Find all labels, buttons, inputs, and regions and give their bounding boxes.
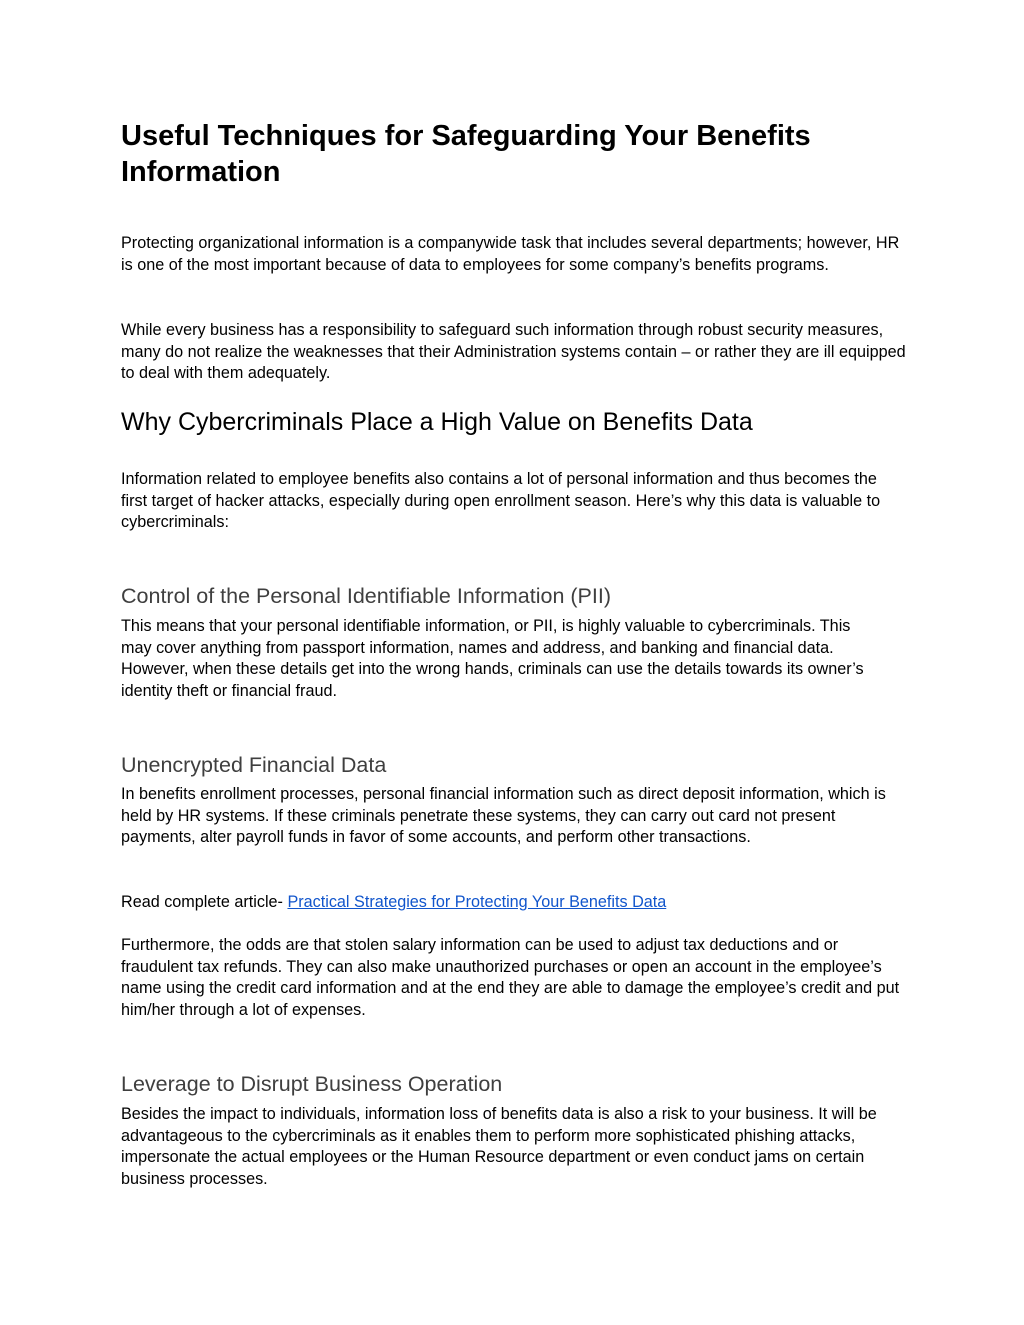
- section-paragraph: Information related to employee benefits also contains a lot of personal information and thus becomes the first target of hacker attacks, especially during open enrollment season. Here’s why this data is valuable to cybercriminals:: [121, 470, 881, 531]
- leverage-paragraph: Besides the impact to individuals, information loss of benefits data is also a risk to your business. It will be advantageous to the cybercriminals as it enables them to perform more sophisticated phishing attacks, impersonate the actual employees or the Human Resource department or even conduct jams on certain business processes.: [121, 1105, 877, 1188]
- section-heading: Why Cybercriminals Place a High Value on Benefits Data: [121, 408, 753, 436]
- article-link[interactable]: Practical Strategies for Protecting Your Benefits Data: [287, 893, 667, 911]
- read-more-prefix: Read complete article-: [121, 893, 288, 911]
- leverage-heading: Leverage to Disrupt Business Operation: [121, 1072, 503, 1096]
- financial-paragraph: In benefits enrollment processes, personal financial information such as direct deposit information, which is held by HR systems. If these criminals penetrate these systems, they can carry out card not present payments, alter payroll funds in favor of some accounts, and perform other transactions.: [121, 785, 886, 846]
- financial-heading: Unencrypted Financial Data: [121, 753, 387, 777]
- pii-paragraph: This means that your personal identifiable information, or PII, is highly valuable to cybercriminals. This may cover anything from passport information, names and address, and banking and financial data. However, when these details get into the wrong hands, criminals can use the details towards its owner’s identity theft or financial fraud.: [121, 617, 864, 700]
- intro-paragraph-1: Protecting organizational information is a companywide task that includes several departments; however, HR is one of the most important because of data to employees for some company’s benefits programs.: [121, 234, 900, 274]
- read-more-line: [121, 892, 911, 914]
- intro-paragraph-2: While every business has a responsibility to safeguard such information through robust security measures, many do not realize the weaknesses that their Administration systems contain – or rather they are ill equipped to deal with them adequately.: [121, 321, 906, 382]
- document-title: Useful Techniques for Safeguarding Your Benefits Information: [121, 120, 811, 188]
- pii-heading: Control of the Personal Identifiable Information (PII): [121, 584, 611, 608]
- financial-paragraph-2: Furthermore, the odds are that stolen salary information can be used to adjust tax deductions and or fraudulent tax refunds. They can also make unauthorized purchases or open an account in the employee’s name using the credit card information and at the end they are able to damage the employee’s credit and put him/her through a lot of expenses.: [121, 936, 900, 1019]
